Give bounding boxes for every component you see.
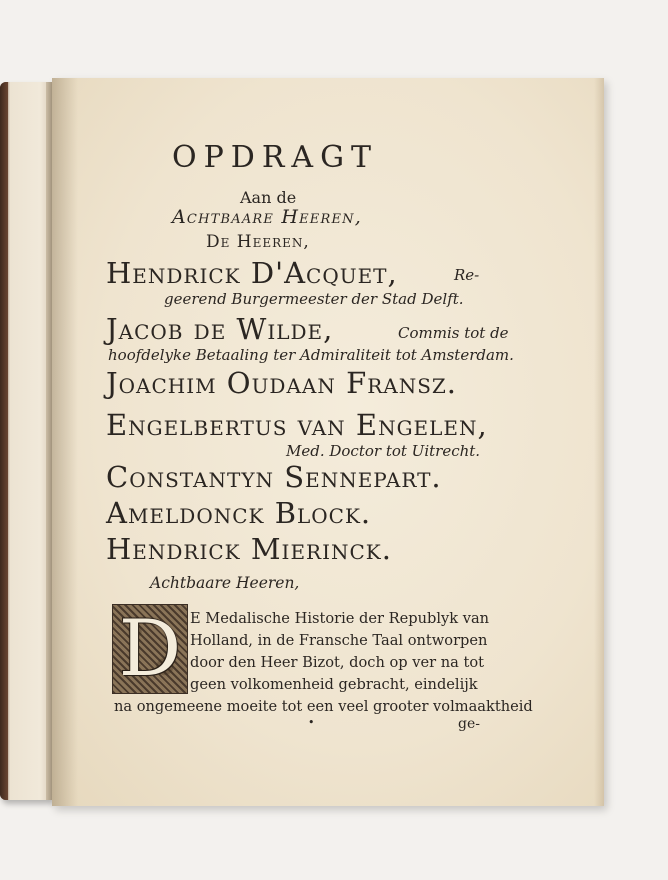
page-title: OPDRAGT	[172, 140, 379, 175]
body-line-5: na ongemeene moeite tot een veel grooter volmaaktheid	[114, 698, 533, 715]
dedicatee-name-3: Joachim Oudaan Fransz.	[106, 366, 458, 400]
signature-mark: •	[308, 716, 315, 729]
dedicatee-name-2: Jacob de Wilde,	[106, 312, 334, 346]
leather-cover-edge	[0, 82, 8, 800]
body-line-4: geen volkomenheid gebracht, eindelijk	[190, 676, 478, 693]
dedicatee-name-1: Hendrick D'Acquet,	[106, 256, 398, 290]
dedicatee-name-4: Engelbertus van Engelen,	[106, 408, 488, 442]
dedicatee-note-1: Re-	[454, 266, 480, 284]
dedicatee-name-6: Ameldonck Block.	[106, 496, 372, 530]
salutation: Achtbaare Heeren,	[150, 574, 300, 592]
dedicatee-note-1-cont: geerend Burgermeester der Stad Delft.	[164, 290, 464, 308]
de-heeren-heading: De Heeren,	[206, 232, 310, 252]
dedicatee-note-2: Commis tot de	[398, 324, 509, 342]
ornamental-drop-cap	[112, 604, 188, 694]
catchword: ge-	[458, 716, 480, 732]
drop-cap-letter: D	[118, 604, 182, 694]
book-left-page-edge	[0, 82, 52, 800]
dedicatee-note-4: Med. Doctor tot Uitrecht.	[286, 442, 481, 460]
body-line-3: door den Heer Bizot, doch op ver na tot	[190, 654, 485, 671]
dedicatee-name-7: Hendrick Mierinck.	[106, 532, 392, 566]
body-line-2: Holland, in de Fransche Taal ontworpen	[190, 632, 488, 649]
aan-de-line: Aan de	[240, 188, 297, 207]
dedicatee-name-5: Constantyn Sennepart.	[106, 460, 442, 494]
body-line-1: E Medalische Historie der Republyk van	[190, 610, 490, 627]
achtbaare-heeren-heading: Achtbaare Heeren,	[172, 206, 362, 228]
dedicatee-note-2-cont: hoofdelyke Betaaling ter Admiraliteit tot Amsterdam.	[108, 346, 514, 364]
